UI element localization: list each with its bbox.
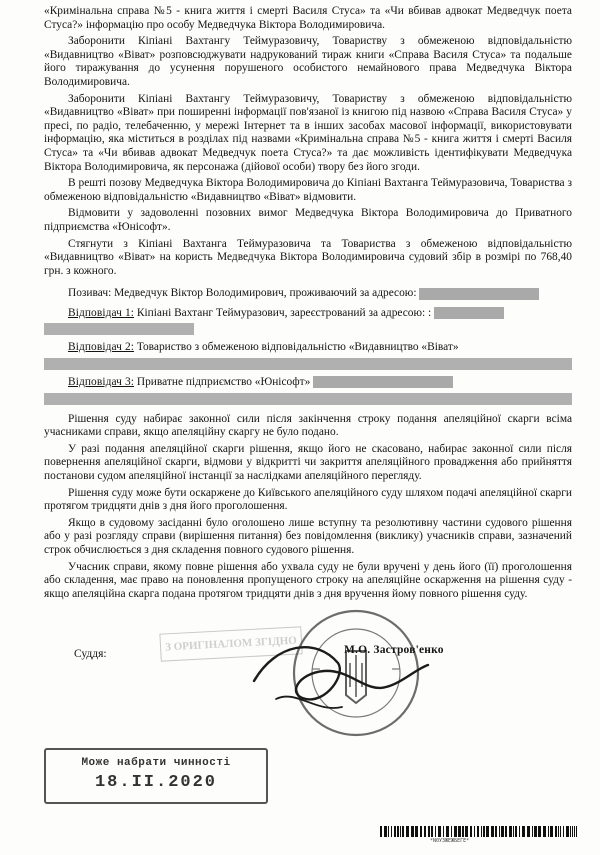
barcode-bar (402, 826, 404, 837)
defendant3-label: Відповідач 3: (68, 376, 135, 389)
decision-text (44, 5, 572, 604)
barcode-bar (420, 826, 422, 837)
barcode-bar (438, 826, 441, 837)
barcode-bar (462, 826, 464, 837)
barcode-bar (574, 826, 575, 837)
redacted-address (44, 323, 194, 335)
barcode-bar (477, 826, 479, 837)
barcode-bar (572, 826, 573, 837)
barcode-bar (443, 826, 444, 837)
barcode-bar (454, 826, 457, 837)
barcode-bar (538, 826, 541, 837)
barcode-bar (560, 826, 561, 837)
validity-stamp (44, 748, 268, 804)
barcode-bar (446, 826, 449, 837)
barcode-bar (527, 826, 530, 837)
paragraph-3: Заборонити Кіпіані Вахтангу Теймуразовичу, Товариству з обмеженою відповідальністю «Видавництво «Віват» при поширенні інформації пов'язаної із книгою під назвою «Справа Василя Стуса» у пресі, по радіо, телебаченню, у мережі Інтернет та в інших засобах масової інформації, використовувати інформацію, яка міститься в розділах під назвами «Кримінальна справа №5 - книга життя і смерті Василя Стуса» та «Чи вбивав адвокат Медведчук поета Стуса?» та дає можливість ідентифікувати Медведчука Віктора Володимировича, як персонажа (дійової особи) твору без його згоди. (44, 92, 572, 173)
barcode-bar (411, 826, 414, 837)
barcode-bar (555, 826, 557, 837)
barcode-bar (451, 826, 452, 837)
barcode-bar (458, 826, 461, 837)
redacted-address (419, 288, 539, 300)
barcode-icon (380, 826, 580, 840)
barcode-bar (501, 826, 504, 837)
barcode-bar (513, 826, 514, 837)
barcode-bar (474, 826, 475, 837)
barcode-bar (435, 826, 436, 837)
barcode-bar (470, 826, 472, 837)
barcode-bar (394, 826, 396, 837)
barcode-bar (415, 826, 418, 837)
barcode-bar (400, 826, 401, 837)
barcode-bar (548, 826, 549, 837)
stamp-caption: Може набрати чинності (81, 757, 231, 769)
barcode-bar (576, 826, 577, 837)
defendant2-line (44, 341, 572, 370)
paragraph-5: Відмовити у задоволенні позовних вимог Медведчука Віктора Володимировича до Приватного підприємства «Юнісофт». (44, 207, 572, 233)
barcode-bar (563, 826, 564, 837)
barcode-bar (543, 826, 546, 837)
barcode-bar (491, 826, 494, 837)
defendant1-label: Відповідач 1: (68, 306, 135, 319)
barcode-bar (465, 826, 468, 837)
barcode-bar (388, 826, 389, 837)
paragraph-4: В решті позову Медведчука Віктора Володимировича до Кіпіані Вахтанга Теймуразовича, Товариства з обмеженою відповідальністю «Видавництво «Віват» відмовити. (44, 177, 572, 203)
defendant1-text: Кіпіані Вахтанг Теймуразович, зареєстрований за адресою: : (136, 306, 432, 319)
barcode-bar (522, 826, 525, 837)
stamp-date: 18.II.2020 (94, 773, 218, 792)
paragraph-2: Заборонити Кіпіані Вахтангу Теймуразовичу, Товариству з обмеженою відповідальністю «Видавництво «Віват» розповсюджувати надрукований тираж книги «Справа Василя Стуса» та подальше його тиражування до усунення порушеного особистого немайнового права Медведчука Віктора Володимировича. (44, 35, 572, 88)
certified-copy-stamp: З ОРИГІНАЛОМ ЗГІДНО (159, 626, 302, 661)
barcode-bar (424, 826, 426, 837)
barcode-bar (519, 826, 520, 837)
defendant3-line (44, 376, 572, 405)
plaintiff-line (44, 287, 572, 301)
barcode-bar (550, 826, 553, 837)
barcode-bar (483, 826, 485, 837)
defendant3-text: Приватне підприємство «Юнісофт» (136, 376, 311, 389)
barcode-bar (380, 826, 382, 837)
barcode-bar (558, 826, 559, 837)
barcode-caption: *N0УЗЖЕЖБЕГЕ* (430, 838, 470, 844)
redacted-address (313, 376, 453, 388)
plaintiff-text: Позивач: Медведчук Віктор Володимирович, проживаючий за адресою: (68, 287, 417, 300)
defendant1-line (44, 307, 572, 336)
barcode-bar (570, 826, 571, 837)
judge-name: М.О. Застров'енко (344, 644, 444, 656)
closing-paragraph-1: Рішення суду набирає законної сили після закінчення строку подання апеляційної скарги всіма учасниками справи, якщо апеляційну скаргу не було подано. (44, 412, 572, 439)
barcode-bar (397, 826, 399, 837)
defendant2-text: Товариство з обмеженою відповідальністю «Видавництво «Віват» (136, 341, 459, 354)
barcode-bar (495, 826, 497, 837)
closing-paragraph-3: Рішення суду може бути оскаржене до Київського апеляційного суду шляхом подачі апеляційної скарги протягом тридцяти днів з дня його проголошення. (44, 486, 572, 513)
closing-paragraph-5: Учасник справи, якому повне рішення або ухвала суду не були вручені у день його (її) проголошення або складення, має право на поновлення пропущеного строку на апеляційне оскарження на рішення суду - якщо апеляційна скарга подана протягом тридцяти днів з дня вручення йому повного рішення суду. (44, 560, 572, 600)
barcode-bar (431, 826, 433, 837)
barcode-bar (509, 826, 512, 837)
barcode-bar (384, 826, 387, 837)
paragraph-6: Стягнути з Кіпіані Вахтанга Теймуразовича та Товариства з обмеженою відповідальністю «Видавництво «Віват» на користь Медведчука Віктора Володимировича судовий збір в розмірі по 768,40 грн. з кожного. (44, 237, 572, 277)
barcode-bar (406, 826, 409, 837)
barcode-bar (481, 826, 482, 837)
barcode-bar (534, 826, 537, 837)
barcode-bar (499, 826, 500, 837)
barcode-bar (486, 826, 489, 837)
redacted-address (44, 393, 572, 405)
barcode-bar (566, 826, 569, 837)
barcode-bar (428, 826, 430, 837)
judge-label: Суддя: (74, 648, 107, 660)
redacted-address (434, 307, 504, 319)
barcode-bar (505, 826, 507, 837)
barcode-bar (515, 826, 517, 837)
barcode-bar (532, 826, 533, 837)
court-seal-icon (246, 603, 436, 743)
closing-paragraph-4: Якщо в судовому засіданні було оголошено лише вступну та резолютивну частини судового рішення або у разі розгляду справи (вирішення питання) без повідомлення (виклику) учасників справи, зазначений строк обчислюється з дня складення повного судового рішення. (44, 516, 572, 556)
paragraph-1: «Кримінальна справа №5 - книга життя і смерті Василя Стуса» та «Чи вбивав адвокат Медведчук поета Стуса?» інформацію про особу Медведчука Віктора Володимировича. (44, 5, 572, 31)
redacted-address (44, 358, 572, 370)
defendant2-label: Відповідач 2: (68, 341, 135, 354)
closing-paragraph-2: У разі подання апеляційної скарги рішення, якщо його не скасовано, набирає законної сили після повернення апеляційної скарги, відмови у відкритті чи закриття апеляційного провадження або прийняття постанови судом апеляційної інстанції за наслідками апеляційного перегляду. (44, 442, 572, 483)
barcode-bar (391, 826, 392, 837)
